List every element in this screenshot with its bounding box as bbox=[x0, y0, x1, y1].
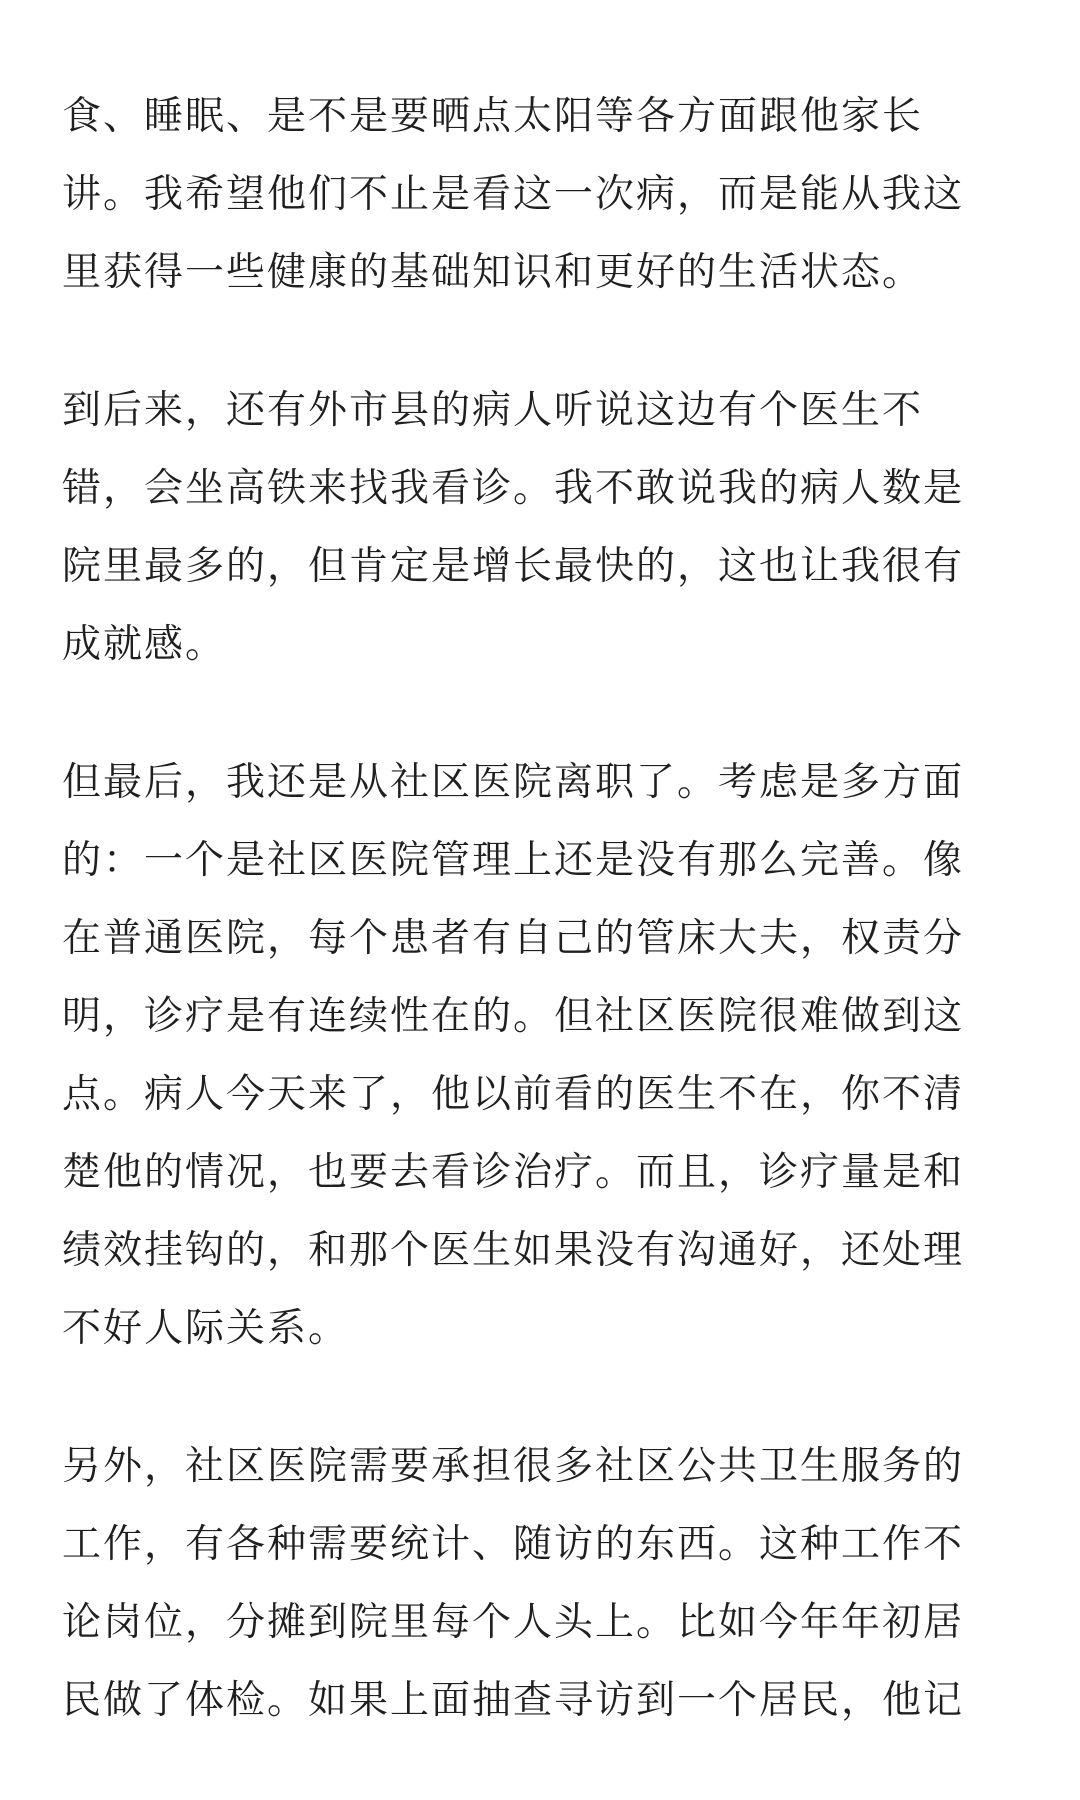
text-line: 院里最多的，但肯定是增长最快的，这也让我很有 bbox=[62, 544, 965, 589]
text-line: 成就感。 bbox=[62, 622, 227, 667]
text-line: 民做了体检。如果上面抽查寻访到一个居民，他记 bbox=[62, 1678, 965, 1723]
text-line: 食、睡眠、是不是要晒点太阳等各方面跟他家长 bbox=[62, 94, 924, 139]
text-line: 论岗位，分摊到院里每个人头上。比如今年年初居 bbox=[62, 1600, 965, 1645]
text-line: 明，诊疗是有连续性在的。但社区医院很难做到这 bbox=[62, 994, 965, 1039]
text-line: 里获得一些健康的基础知识和更好的生活状态。 bbox=[62, 250, 924, 295]
text-line: 绩效挂钩的，和那个医生如果没有沟通好，还处理 bbox=[62, 1228, 965, 1273]
text-line: 另外，社区医院需要承担很多社区公共卫生服务的 bbox=[62, 1444, 965, 1489]
text-line: 但最后，我还是从社区医院离职了。考虑是多方面 bbox=[62, 760, 965, 805]
text-line: 在普通医院，每个患者有自己的管床大夫，权责分 bbox=[62, 916, 965, 961]
text-line: 讲。我希望他们不止是看这一次病，而是能从我这 bbox=[62, 172, 965, 217]
paragraph-1 bbox=[62, 78, 1022, 312]
article-body bbox=[62, 78, 1022, 1800]
text-line: 楚他的情况，也要去看诊治疗。而且，诊疗量是和 bbox=[62, 1150, 965, 1195]
text-line: 点。病人今天来了，他以前看的医生不在，你不清 bbox=[62, 1072, 965, 1117]
paragraph-2 bbox=[62, 372, 1022, 684]
paragraph-4 bbox=[62, 1428, 1022, 1740]
text-line: 错，会坐高铁来找我看诊。我不敢说我的病人数是 bbox=[62, 466, 965, 511]
paragraph-3 bbox=[62, 744, 1022, 1368]
text-line: 工作，有各种需要统计、随访的东西。这种工作不 bbox=[62, 1522, 965, 1567]
text-line: 不好人际关系。 bbox=[62, 1306, 350, 1351]
text-line: 的：一个是社区医院管理上还是没有那么完善。像 bbox=[62, 838, 965, 883]
text-line: 到后来，还有外市县的病人听说这边有个医生不 bbox=[62, 388, 924, 433]
